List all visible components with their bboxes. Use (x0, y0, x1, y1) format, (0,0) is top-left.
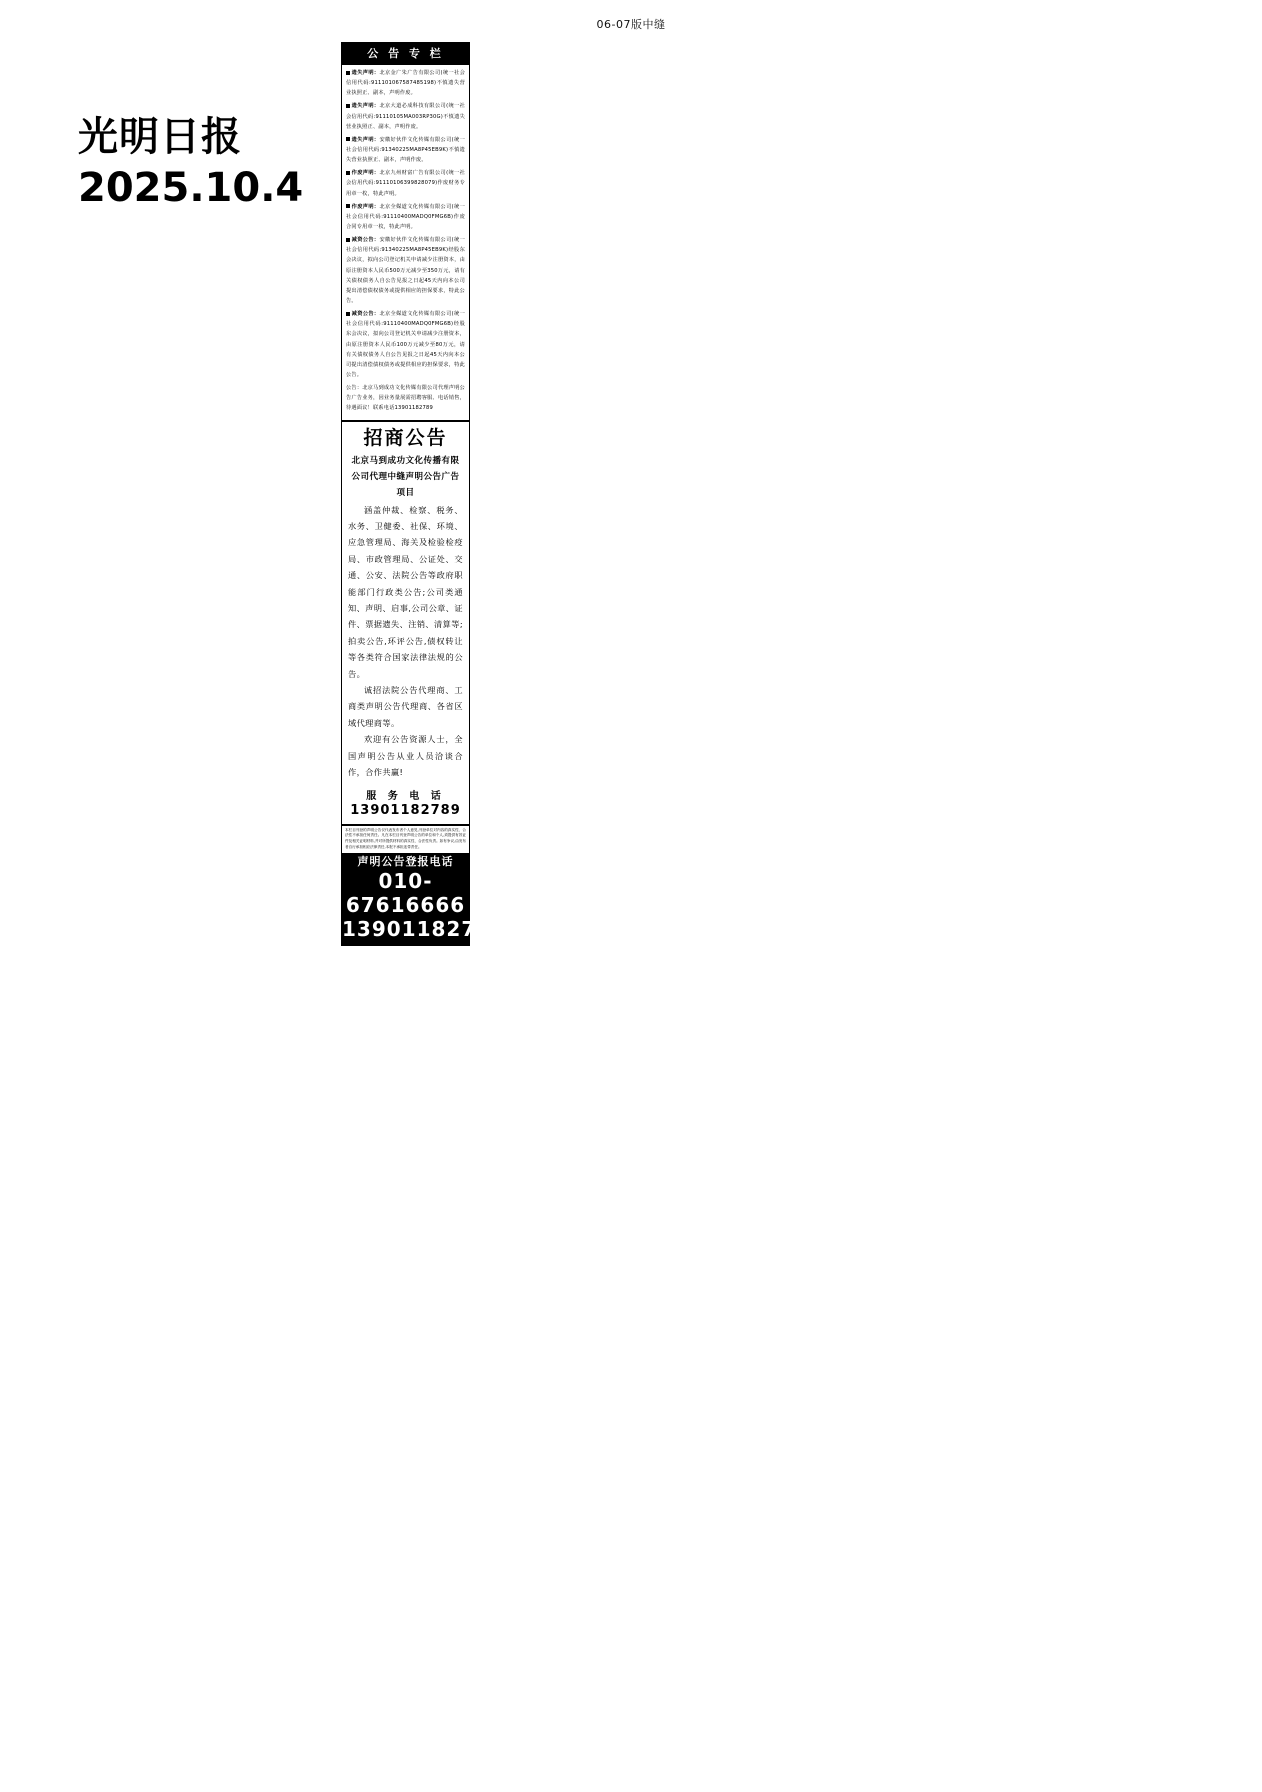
notice-text: 安徽好伙伴文化传媒有限公司(统一社会信用代码:91340225MA8P45EB9K)不慎遗失营业执照正、副本，声明作废。 (346, 136, 465, 164)
invitation-title: 招商公告 (363, 426, 448, 449)
invitation-paragraph: 诚招法院公告代理商、工商类声明公告代理商、各省区域代理商等。 (348, 685, 463, 728)
invitation-subtitle: 北京马到成功文化传播有限公司代理中缝声明公告广告项目 (351, 456, 460, 499)
notice-lead: 遗失声明： (351, 103, 380, 110)
masthead-title: 光明日报 (78, 114, 242, 160)
recruitment-note: 公告：北京马到成功文化传媒有限公司代理声明公告广告业务，因业务量展需招聘客服、电话销售，待遇面议！联系电话13901182789 (346, 385, 465, 412)
notice-item (346, 202, 465, 232)
invitation-paragraph: 涵盖仲裁、检察、税务、水务、卫健委、社保、环境、应急管理局、海关及检验检疫局、市政管理局、公证处、交通、公安、法院公告等政府职能部门行政类公告;公司类通知、声明、启事,公司公章、证件、票据遗失、注销、清算等;拍卖公告,环评公告,债权转让等各类符合国家法律法规的公告。 (348, 504, 463, 679)
bullet-square-icon (346, 171, 350, 175)
notice-item (346, 168, 465, 198)
notice-item (346, 135, 465, 165)
notice-lead: 作废声明： (351, 170, 380, 177)
notice-text: 北京大道必成科技有限公司(统一社会信用代码:91110105MA003RP30G)不慎遗失营业执照正、副本，声明作废。 (346, 103, 465, 130)
notice-text: 北京全媒道文化传媒有限公司(统一社会信用代码:91110400MADQ0FMG6B)作废合同专用章一枚，特此声明。 (346, 203, 465, 230)
footer-label: 声明公告登报电话 (357, 854, 454, 868)
bullet-square-icon (346, 137, 350, 141)
invitation-body (348, 502, 463, 781)
notice-item (346, 309, 465, 380)
notice-column (341, 42, 507, 946)
bullet-square-icon (346, 312, 350, 316)
disclaimer-fineprint: 本栏目刊登的声明公告仅代表发布者个人意见,刊登单位对内容的真实性、合法性不承担任何责任。凡在本栏目刊登声明公告的单位和个人,须提供有效证件及相关证明材料,并对所提供材料的真实性、合法性负责。如有争议,由发布者自行承担相应法律责任,本报不承担连带责任。 (342, 825, 469, 853)
footer-phone-secondary[interactable]: 13901182789 (342, 917, 507, 942)
notice-text: 北京九州财富广告有限公司(统一社会信用代码:91110106399828079)作废财务专用章一枚，特此声明。 (346, 170, 465, 197)
notice-list (342, 65, 469, 418)
bullet-square-icon (346, 204, 350, 208)
bullet-square-icon (346, 71, 350, 75)
column-header: 公 告 专 栏 (342, 43, 469, 65)
notice-item (346, 68, 465, 98)
notice-lead: 遗失声明： (351, 136, 380, 143)
notice-text: 安徽好伙伴文化传媒有限公司(统一社会信用代码:91340225MA8P45EB9K)经股东会决议，拟向公司登记机关申请减少注册资本，由原注册资本人民币500万元减少至350万元，请有关债权债务人自公告见报之日起45天内向本公司提出清偿债权债务或提供相应的担保要求，特此公告。 (346, 237, 465, 304)
notice-lead: 减资公告： (351, 311, 380, 318)
notice-item (346, 235, 465, 306)
invitation-block (342, 420, 469, 825)
page-marker: 06-07版中缝 (596, 18, 666, 31)
notice-lead: 减资公告： (351, 237, 380, 244)
masthead (78, 112, 303, 214)
notice-lead: 作废声明： (351, 203, 380, 210)
masthead-date: 2025.10.4 (78, 165, 304, 212)
invitation-phone-label: 服 务 电 话 (366, 790, 445, 802)
footer-phone-primary[interactable]: 010-67616666 (345, 869, 466, 918)
invitation-phone-number[interactable]: 13901182789 (350, 802, 461, 818)
bullet-square-icon (346, 238, 350, 242)
notice-text: 北京全媒道文化传媒有限公司(统一社会信用代码:91110400MADQ0FMG6B)经股东会决议，拟向公司登记机关申请减少注册资本，由原注册资本人民币100万元减少至80万元，请有关债权债务人自公告见报之日起45天内向本公司提出清偿债权债务或提供相应的担保要求，特此公告。 (346, 311, 465, 378)
footer-contact-banner (342, 853, 507, 946)
notice-lead: 遗失声明： (351, 70, 380, 76)
invitation-paragraph: 欢迎有公告资源人士，全国声明公告从业人员洽谈合作，合作共赢! (348, 734, 463, 778)
notice-text: 北京金广朱广告有限公司(统一社会信用代码:911101067587485198)不慎遗失营业执照正、副本，声明作废。 (346, 70, 465, 97)
notice-item (346, 101, 465, 131)
bullet-square-icon (346, 104, 350, 108)
